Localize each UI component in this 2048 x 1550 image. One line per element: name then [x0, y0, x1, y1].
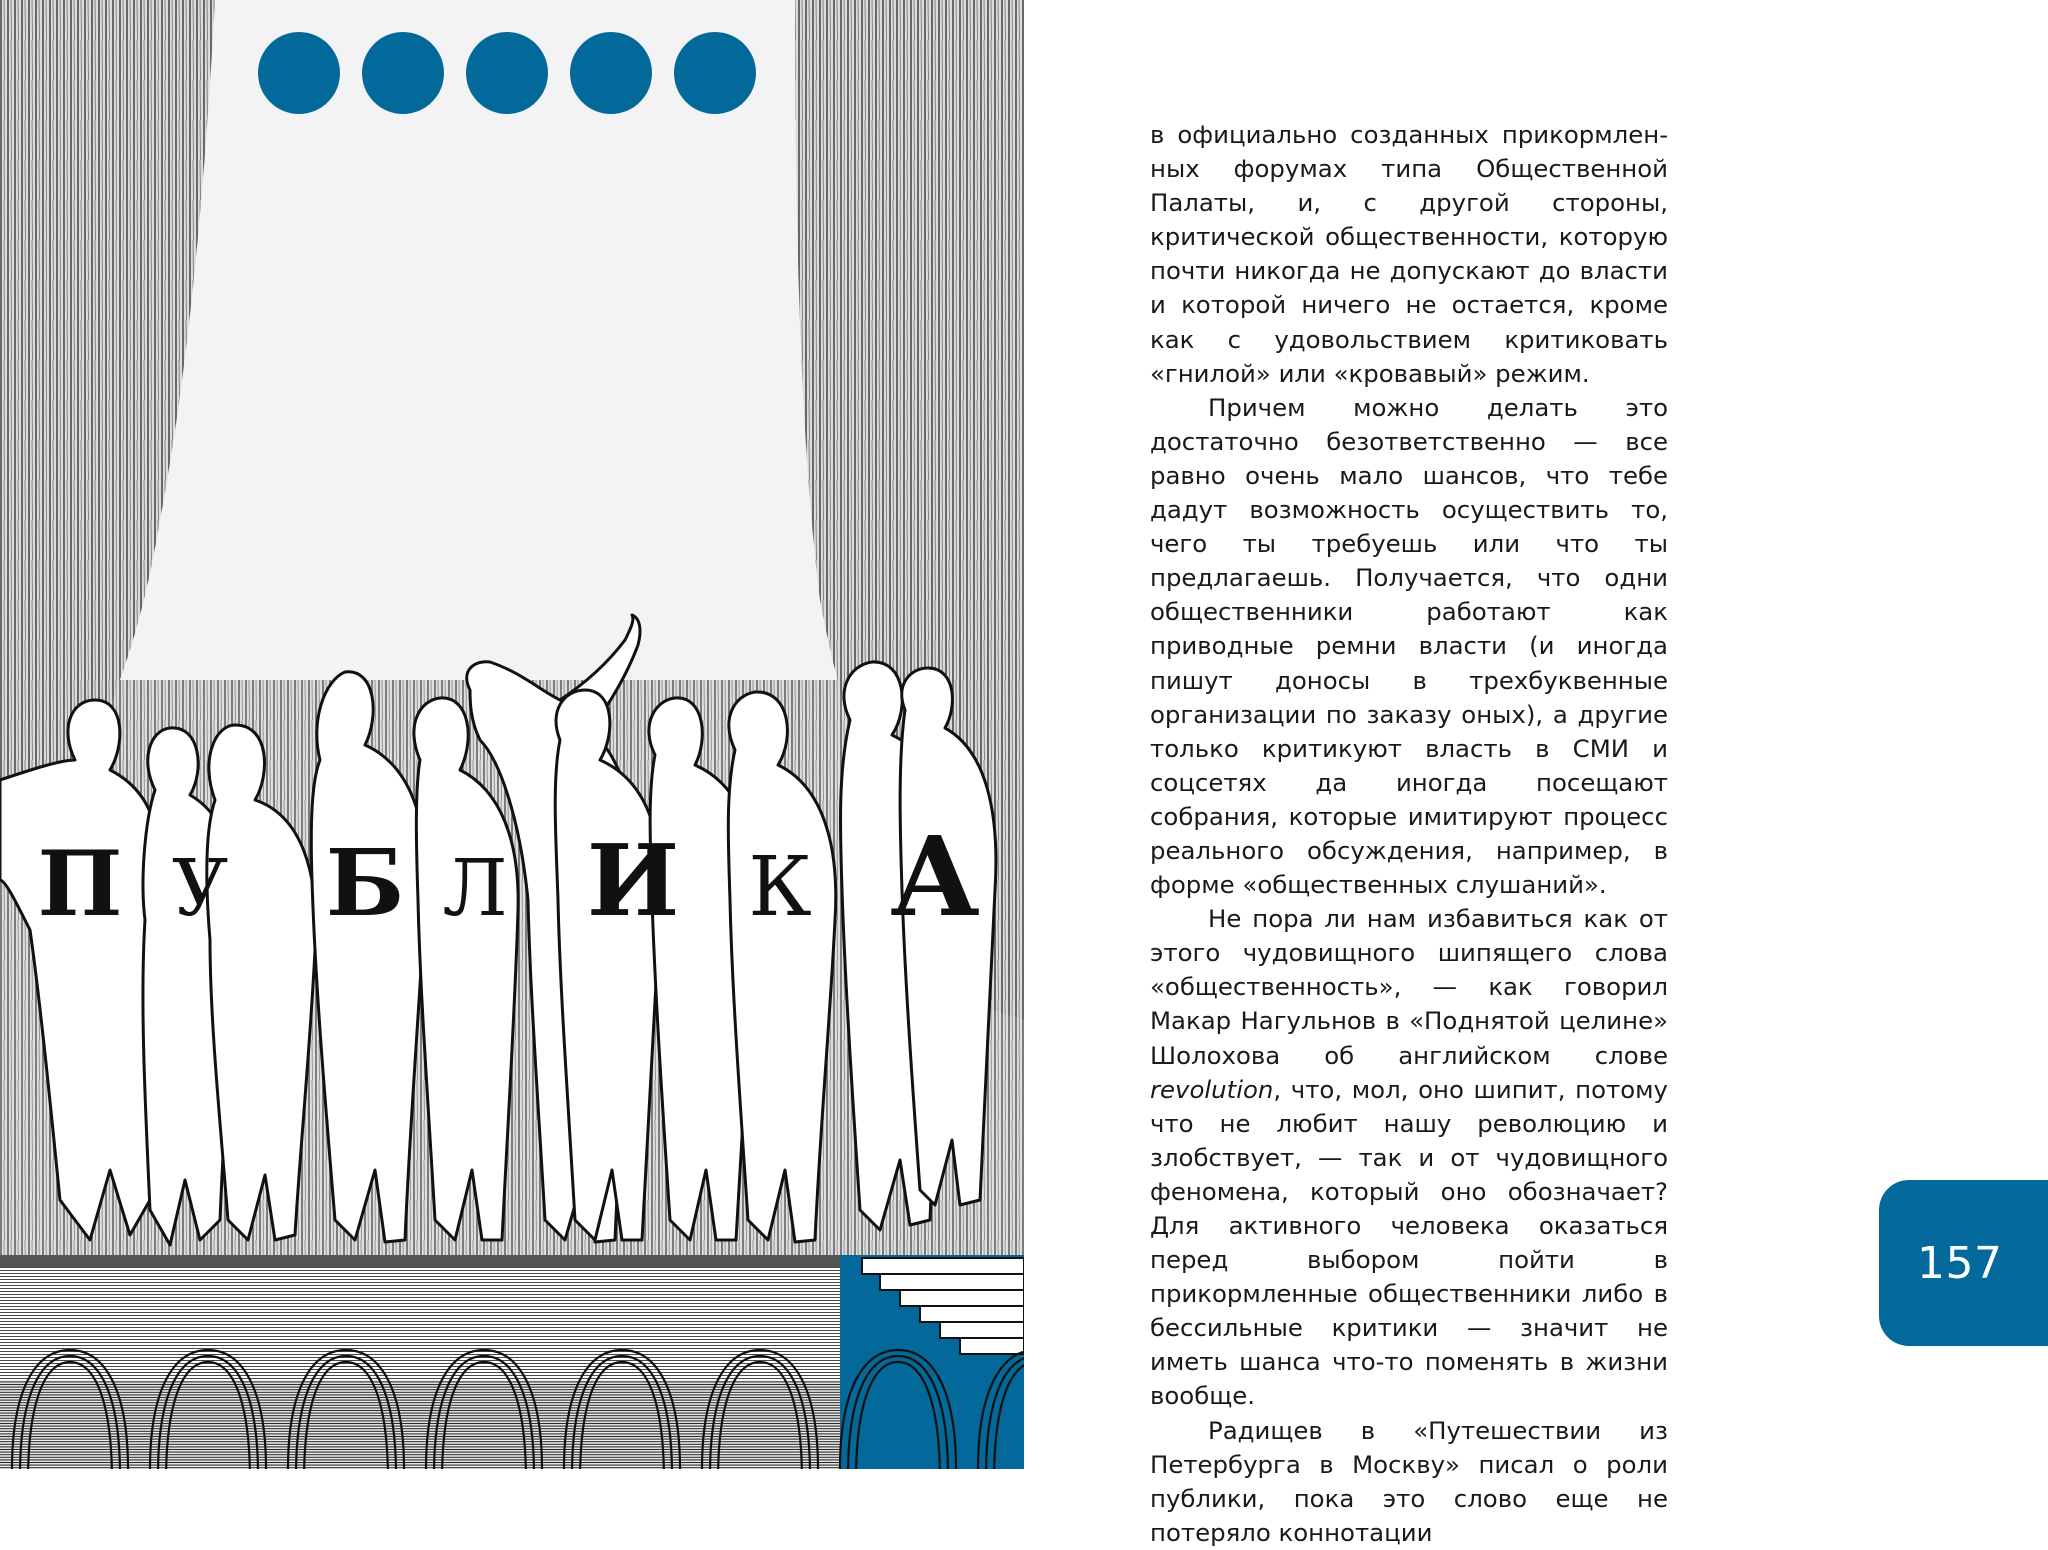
title-letter: К	[748, 840, 812, 935]
title-letter: Л	[442, 844, 508, 934]
paragraph-1: в официально созданных прикормленных форумах типа Общественной Палаты, и, с другой стороны, критической общественности, которую почти никогда не допускают до власти и которой ничего не остается, кроме как с удовольствием критиковать «гнилой» или «кровавый» режим.	[1150, 120, 1668, 388]
paragraph-4: Радищев в «Путешествии из Петербурга в Москву» писал о роли публики, пока это слово еще не потеряло коннотации	[1150, 1415, 1668, 1547]
blue-dot	[570, 32, 652, 114]
revolution-word: revolution	[1150, 1074, 1274, 1104]
article-text	[1150, 118, 1668, 1550]
blue-dot	[362, 32, 444, 114]
title-letter: П	[37, 831, 123, 937]
title-letter: Б	[325, 829, 405, 937]
blue-dot	[466, 32, 548, 114]
blue-dot	[674, 32, 756, 114]
page-number-tab	[1879, 1180, 2048, 1346]
page-number: 157	[1917, 1237, 2003, 1289]
illustration-publika	[0, 0, 1024, 1469]
title-letter: А	[890, 812, 980, 941]
blue-dot	[258, 32, 340, 114]
paragraph-3: Не пора ли нам избавиться как от этого чудовищного шипящего слова «общественность», — как говорил Макар Нагульнов в «Поднятой целине» Шолохова об английском слове revolution, что, мол, оно шипит, потому что не любит нашу революцию и злобствует, — так и от чудовищного феномена, который оно обозначает? Для активного человека оказаться перед выбором пойти в прикормленные общественники либо в бессильные критики — значит не иметь шанса что-то поменять в жизни вообще.	[1150, 904, 1668, 1411]
paragraph-2: Причем можно делать это достаточно безответственно — все равно очень мало шансов, что тебе дадут возможность осуществить то, чего ты требуешь или что ты предлагаешь. Получается, что одни общественники работают как приводные ремни власти (и иногда пишут доносы в трехбуквенные организации по заказу оных), а другие только критикуют власть в СМИ и соцсетях да иногда посещают собрания, которые имитируют процесс реального обсуждения, например, в форме «общественных слушаний».	[1150, 392, 1668, 900]
title-letter: И	[586, 824, 680, 939]
title-letter: У	[171, 844, 229, 934]
